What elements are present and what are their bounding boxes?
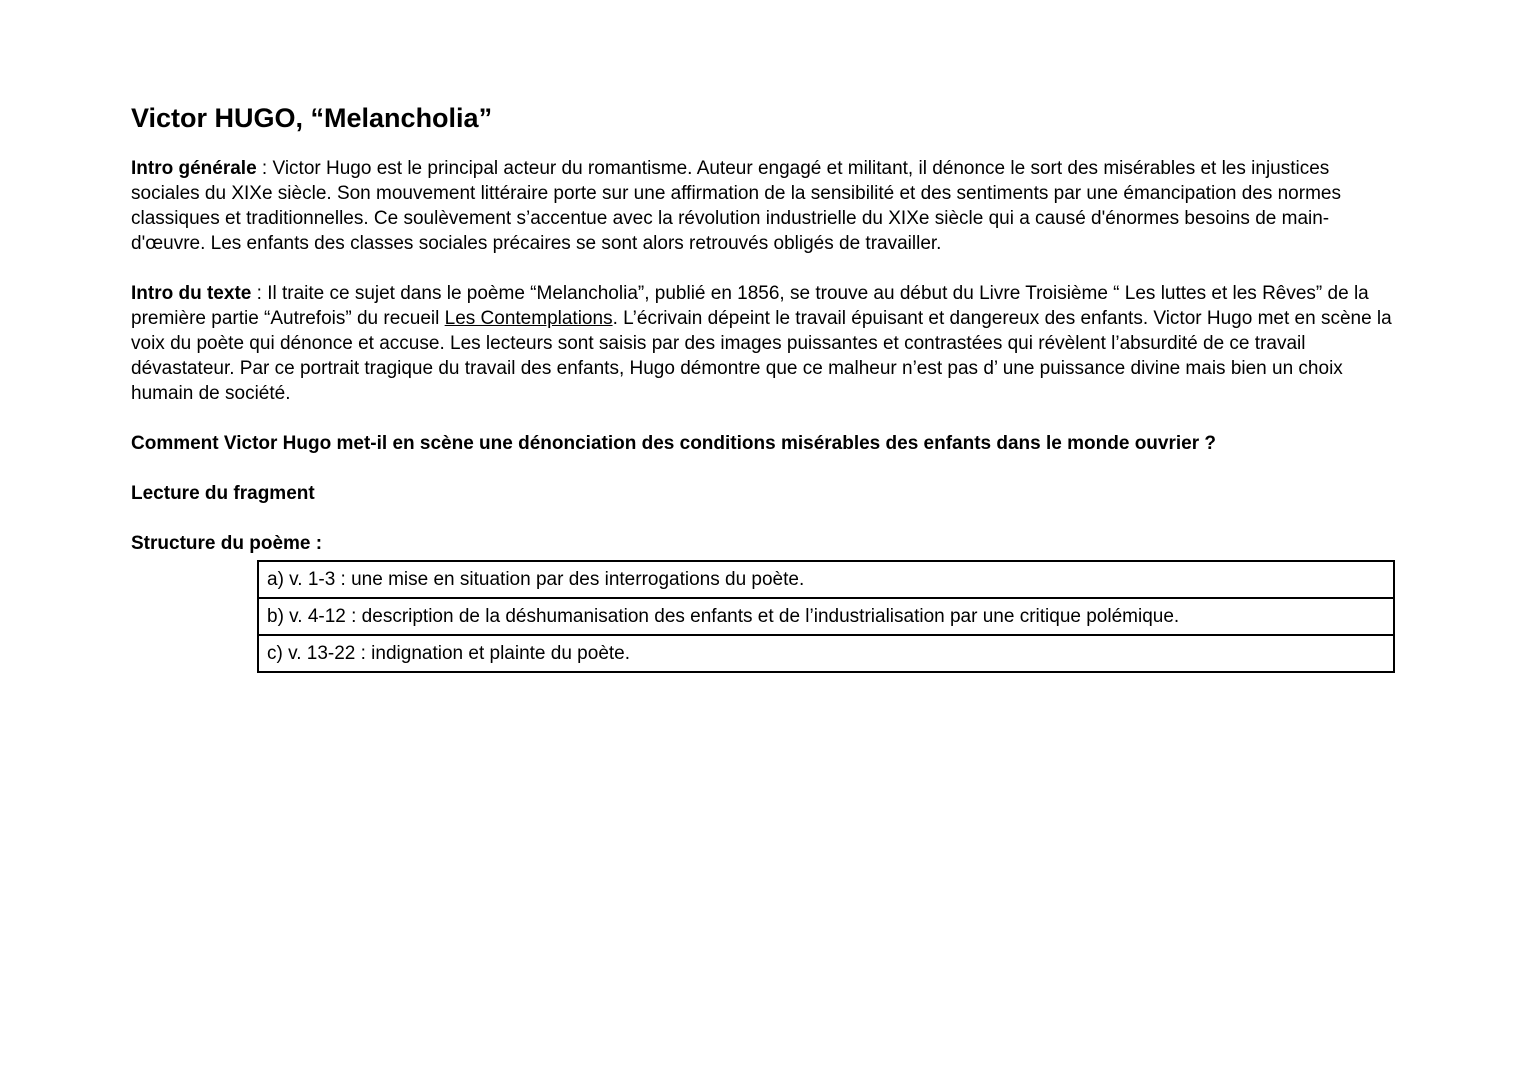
lecture-heading: Lecture du fragment [131,483,315,504]
intro-texte-separator: : [251,283,268,304]
structure-row-b: b) v. 4-12 : description de la déshumanisation des enfants et de l’industrialisation par une critique polémique. [258,598,1394,635]
document-title: Victor HUGO, “Melancholia” [131,103,493,133]
intro-generale-label: Intro générale [131,158,257,179]
table-row [258,598,1394,635]
table-row [258,561,1394,598]
problematique: Comment Victor Hugo met-il en scène une dénonciation des conditions misérables des enfants dans le monde ouvrier ? [131,433,1216,454]
structure-table [257,560,1395,673]
intro-generale-text: Victor Hugo est le principal acteur du romantisme. Auteur engagé et militant, il dénonce le sort des misérables et les injustices sociales du XIXe siècle. Son mouvement littéraire porte sur une affirmation de la sensibilité et des sentiments par une émancipation des normes classiques et traditionnelles. Ce soulèvement s’accentue avec la révolution industrielle du XIXe siècle qui a causé d'énormes besoins de main-d'œuvre. Les enfants des classes sociales précaires se sont alors retrouvés obligés de travailler. [131,158,1341,254]
intro-texte-text-after: . L’écrivain dépeint le travail épuisant et dangereux des enfants. Victor Hugo met en scène la voix du poète qui dénonce et accuse. Les lecteurs sont saisis par des images puissantes et contrastées qui révèlent l’absurdité de ce travail dévastateur. Par ce portrait tragique du travail des enfants, Hugo démontre que ce malheur n’est pas d’ une puissance divine mais bien un choix humain de société. [131,308,1392,404]
table-row [258,635,1394,672]
document-page [131,100,1401,673]
intro-texte-text-before: Il traite ce sujet dans le poème “Melancholia”, publié en 1856, se trouve au début du Livre Troisième “ Les luttes et les Rêves” de la première partie “Autrefois” du recueil [131,283,1369,329]
intro-generale-separator: : [256,158,273,179]
intro-texte-paragraph [131,281,1401,406]
book-title: Les Contemplations [444,308,613,329]
intro-texte-label: Intro du texte [131,283,252,304]
structure-row-a: a) v. 1-3 : une mise en situation par des interrogations du poète. [258,561,1394,598]
structure-heading: Structure du poème : [131,533,323,554]
structure-row-c: c) v. 13-22 : indignation et plainte du poète. [258,635,1394,672]
intro-generale-paragraph [131,156,1401,256]
